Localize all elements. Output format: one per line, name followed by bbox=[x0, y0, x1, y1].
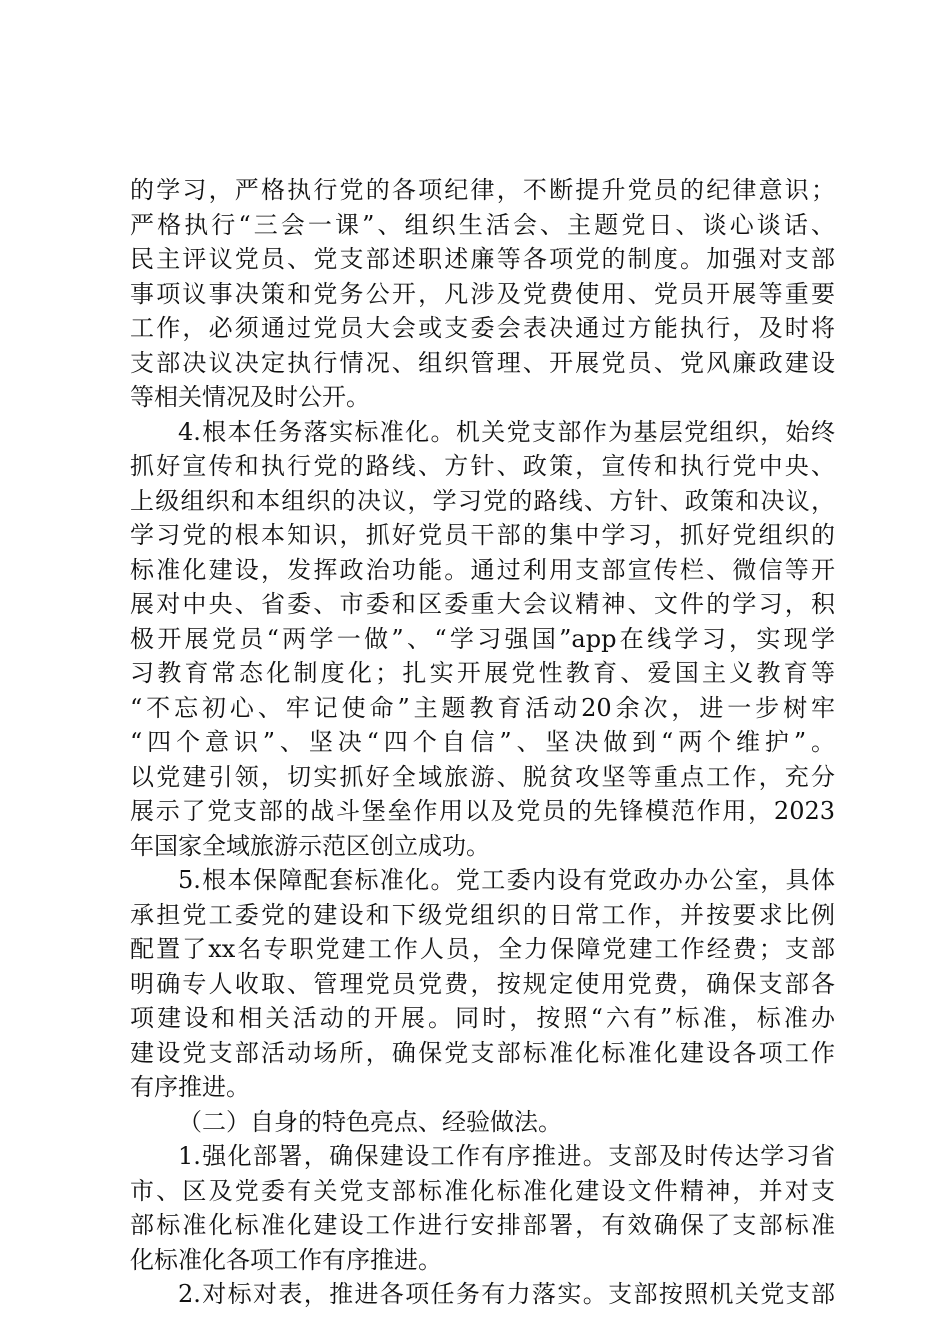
text-line: 标准化建设，发挥政治功能。通过利用支部宣传栏、微信等开 bbox=[130, 555, 835, 584]
text-line: 以党建引领，切实抓好全域旅游、脱贫攻坚等重点工作，充分 bbox=[130, 762, 835, 791]
text-line: 有序推进。 bbox=[130, 1073, 250, 1101]
text-line: 部标准化标准化建设工作进行安排部署，有效确保了支部标准 bbox=[130, 1211, 835, 1239]
text-line: 上级组织和本组织的决议，学习党的路线、方针、政策和决议， bbox=[130, 486, 835, 515]
paragraph-p1 bbox=[130, 173, 835, 415]
text-line: 配置了xx名专职党建工作人员，全力保障党建工作经费；支部 bbox=[130, 935, 835, 963]
document-body bbox=[130, 173, 835, 1312]
text-line: “不忘初心、牢记使命”主题教育活动20余次，进一步树牢 bbox=[130, 693, 835, 722]
text-line: 民主评议党员、党支部述职述廉等各项党的制度。加强对支部 bbox=[130, 245, 835, 273]
text-line: 展对中央、省委、市委和区委重大会议精神、文件的学习，积 bbox=[130, 590, 835, 618]
paragraph-p4 bbox=[130, 1105, 835, 1140]
text-line: 1.强化部署，确保建设工作有序推进。支部及时传达学习省 bbox=[178, 1142, 835, 1170]
text-line: 工作，必须通过党员大会或支委会表决通过方能执行，及时将 bbox=[130, 314, 835, 342]
paragraph-p5 bbox=[130, 1139, 835, 1277]
text-line: 年国家全域旅游示范区创立成功。 bbox=[130, 831, 490, 860]
text-line: 项建设和相关活动的开展。同时，按照“六有”标准，标准办 bbox=[130, 1004, 835, 1032]
text-line: 学习党的根本知识，抓好党员干部的集中学习，抓好党组织的 bbox=[130, 521, 835, 549]
paragraph-p6 bbox=[130, 1277, 835, 1312]
paragraph-p3 bbox=[130, 863, 835, 1105]
text-line: （二）自身的特色亮点、经验做法。 bbox=[178, 1107, 562, 1136]
text-line: 建设党支部活动场所，确保党支部标准化标准化建设各项工作 bbox=[130, 1038, 835, 1067]
text-line: “四个意识”、坚决“四个自信”、坚决做到“两个维护”。 bbox=[130, 728, 835, 756]
text-line: 展示了党支部的战斗堡垒作用以及党员的先锋模范作用，2023 bbox=[130, 797, 835, 825]
text-line: 极开展党员“两学一做”、“学习强国”app在线学习，实现学 bbox=[130, 624, 835, 653]
text-line: 严格执行“三会一课”、组织生活会、主题党日、谈心谈话、 bbox=[130, 210, 835, 239]
text-line: 等相关情况及时公开。 bbox=[130, 383, 370, 411]
text-line: 的学习，严格执行党的各项纪律，不断提升党员的纪律意识； bbox=[130, 176, 835, 204]
text-line: 事项议事决策和党务公开，凡涉及党费使用、党员开展等重要 bbox=[130, 279, 835, 308]
text-line: 2.对标对表，推进各项任务有力落实。支部按照机关党支部 bbox=[178, 1280, 835, 1308]
text-line: 市、区及党委有关党支部标准化标准化建设文件精神，并对支 bbox=[130, 1176, 835, 1205]
text-line: 习教育常态化制度化；扎实开展党性教育、爱国主义教育等 bbox=[130, 659, 835, 687]
text-line: 抓好宣传和执行党的路线、方针、政策，宣传和执行党中央、 bbox=[130, 452, 835, 480]
text-line: 承担党工委党的建设和下级党组织的日常工作，并按要求比例 bbox=[130, 900, 835, 929]
text-line: 支部决议决定执行情况、组织管理、开展党员、党风廉政建设 bbox=[130, 348, 835, 377]
text-line: 4.根本任务落实标准化。机关党支部作为基层党组织，始终 bbox=[178, 417, 835, 446]
text-line: 明确专人收取、管理党员党费，按规定使用党费，确保支部各 bbox=[130, 969, 835, 998]
text-line: 5.根本保障配套标准化。党工委内设有党政办办公室，具体 bbox=[178, 866, 835, 894]
paragraph-p2 bbox=[130, 415, 835, 864]
text-line: 化标准化各项工作有序推进。 bbox=[130, 1245, 442, 1274]
